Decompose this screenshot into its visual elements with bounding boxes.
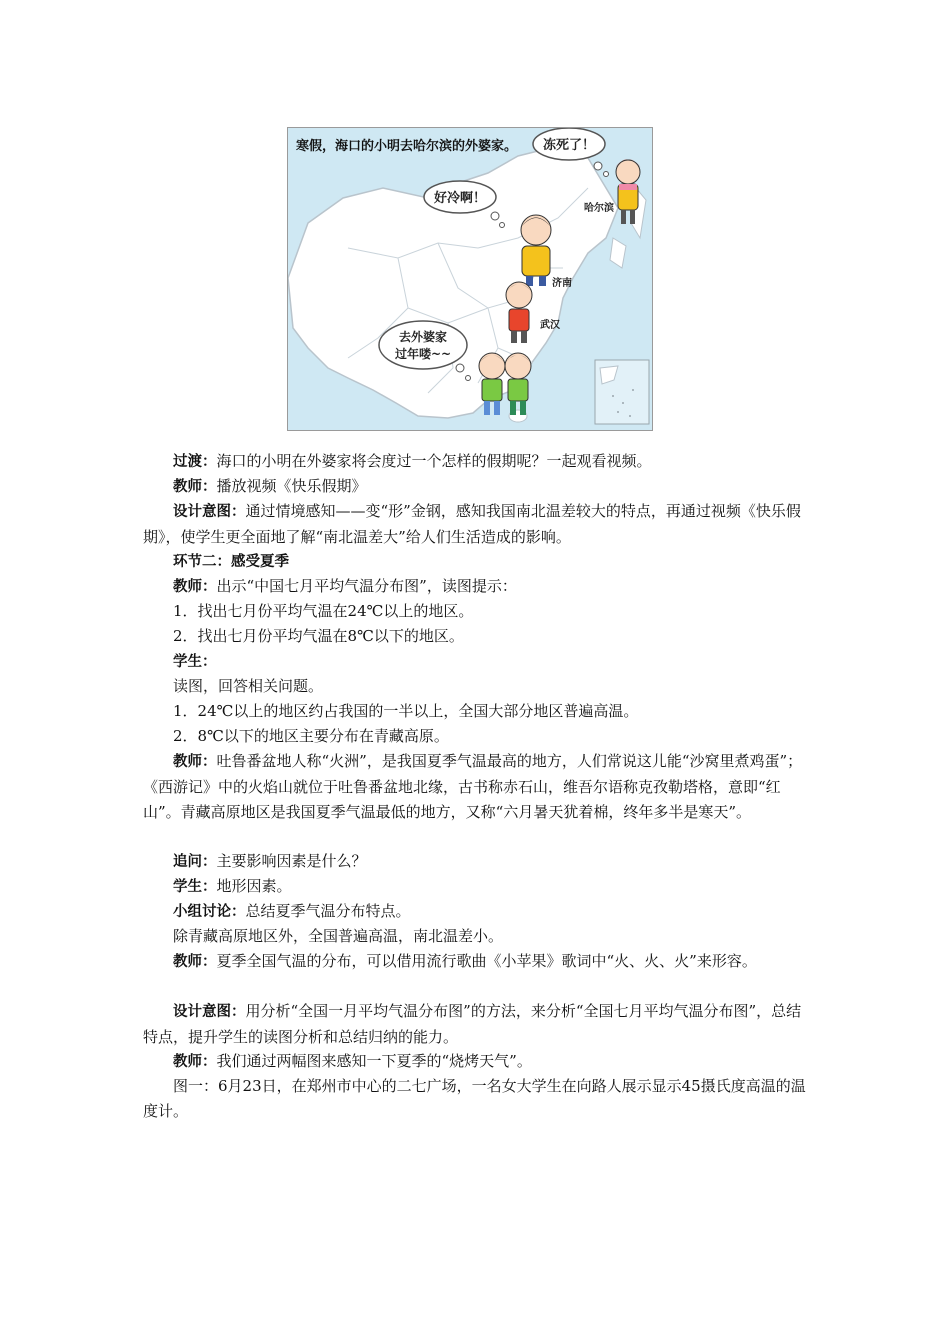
paragraph-transition <box>143 449 808 475</box>
label: 设计意图： <box>173 504 246 520</box>
label: 追问： <box>173 854 217 870</box>
list-item <box>143 599 808 624</box>
text: 图一：6月23日，在郑州市中心的二七广场，一名女大学生在向路人展示显示45摄氏度高温的温度计。 <box>143 1077 806 1120</box>
list-item <box>143 699 808 724</box>
paragraph-plain <box>143 1074 808 1124</box>
character-haikou-1 <box>479 353 505 415</box>
label: 设计意图： <box>173 1004 246 1020</box>
city-label-wuhan: 武汉 <box>540 320 560 331</box>
paragraph-design-intent <box>143 499 808 550</box>
label: 教师： <box>173 954 217 970</box>
paragraph-student <box>143 649 808 675</box>
text: 1．找出七月份平均气温在24℃以上的地区。 <box>173 602 474 620</box>
label: 学生： <box>173 654 217 670</box>
text: 出示“中国七月平均气温分布图”，读图提示： <box>216 577 517 595</box>
label: 教师： <box>173 579 217 595</box>
paragraph-design-intent <box>143 999 808 1050</box>
paragraph-teacher <box>143 574 808 600</box>
paragraph-plain <box>143 924 808 949</box>
label: 教师： <box>173 1054 217 1070</box>
text: 2．8℃以下的地区主要分布在青藏高原。 <box>173 727 449 745</box>
city-label-jinan: 济南 <box>552 278 572 289</box>
paragraph-group-discussion <box>143 899 808 925</box>
bubble-going-line1: 去外婆家 <box>398 330 448 344</box>
label: 学生： <box>173 879 217 895</box>
text: 除青藏高原地区外，全国普遍高温，南北温差小。 <box>173 927 504 945</box>
label: 环节二：感受夏季 <box>173 554 289 570</box>
bubble-going-line2: 过年喽~~ <box>394 347 452 361</box>
bubble-cold-text: 好冷啊！ <box>433 191 487 206</box>
bubble-frozen-text: 冻死了！ <box>542 138 596 153</box>
text: 我们通过两幅图来感知一下夏季的“烧烤天气”。 <box>216 1052 532 1070</box>
city-label-harbin: 哈尔滨 <box>584 203 614 214</box>
text: 读图，回答相关问题。 <box>173 677 324 695</box>
character-haikou-2 <box>505 353 531 415</box>
label: 教师： <box>173 754 217 770</box>
paragraph-follow-up <box>143 849 808 875</box>
text: 用分析“全国一月平均气温分布图”的方法，来分析“全国七月平均气温分布图”，总结特点，提升学生的读图分析和总结归纳的能力。 <box>143 1002 802 1046</box>
text: 吐鲁番盆地人称“火洲”，是我国夏季气温最高的地方，人们常说这儿能“沙窝里煮鸡蛋”；《西游记》中的火焰山就位于吐鲁番盆地北缘，古书称赤石山，维吾尔语称克孜勒塔格，意即“红山”。青藏高原地区是我国夏季气温最低的地方，又称“六月暑天犹着棉，终年多半是寒天”。 <box>143 752 803 821</box>
text: 1．24℃以上的地区约占我国的一半以上，全国大部分地区普遍高温。 <box>173 702 639 720</box>
label: 小组讨论： <box>173 904 246 920</box>
paragraph-teacher <box>143 1049 808 1075</box>
text: 海口的小明在外婆家将会度过一个怎样的假期呢？一起观看视频。 <box>216 452 652 470</box>
text: 地形因素。 <box>216 877 292 895</box>
label: 过渡： <box>173 454 217 470</box>
section-heading <box>143 549 808 575</box>
text: 主要影响因素是什么？ <box>216 852 367 870</box>
paragraph-teacher <box>143 474 808 500</box>
text: 总结夏季气温分布特点。 <box>245 902 411 920</box>
list-item <box>143 624 808 649</box>
paragraph-plain <box>143 674 808 699</box>
text: 2．找出七月份平均气温在8℃以下的地区。 <box>173 627 464 645</box>
list-item <box>143 724 808 749</box>
text: 通过情境感知——变“形”金钢，感知我国南北温差较大的特点，再通过视频《快乐假期》，使学生更全面地了解“南北温差大”给人们生活造成的影响。 <box>143 502 801 546</box>
paragraph-student <box>143 874 808 900</box>
text: 夏季全国气温的分布，可以借用流行歌曲《小苹果》歌词中“火、火、火”来形容。 <box>216 952 757 970</box>
text: 播放视频《快乐假期》 <box>216 477 367 495</box>
china-map-drawing <box>288 128 652 430</box>
label: 教师： <box>173 479 217 495</box>
paragraph-teacher <box>143 749 808 825</box>
character-jinan <box>521 215 551 286</box>
figure-caption: 寒假，海口的小明去哈尔滨的外婆家。 <box>296 139 518 154</box>
paragraph-teacher <box>143 949 808 975</box>
map-illustration <box>287 127 653 431</box>
